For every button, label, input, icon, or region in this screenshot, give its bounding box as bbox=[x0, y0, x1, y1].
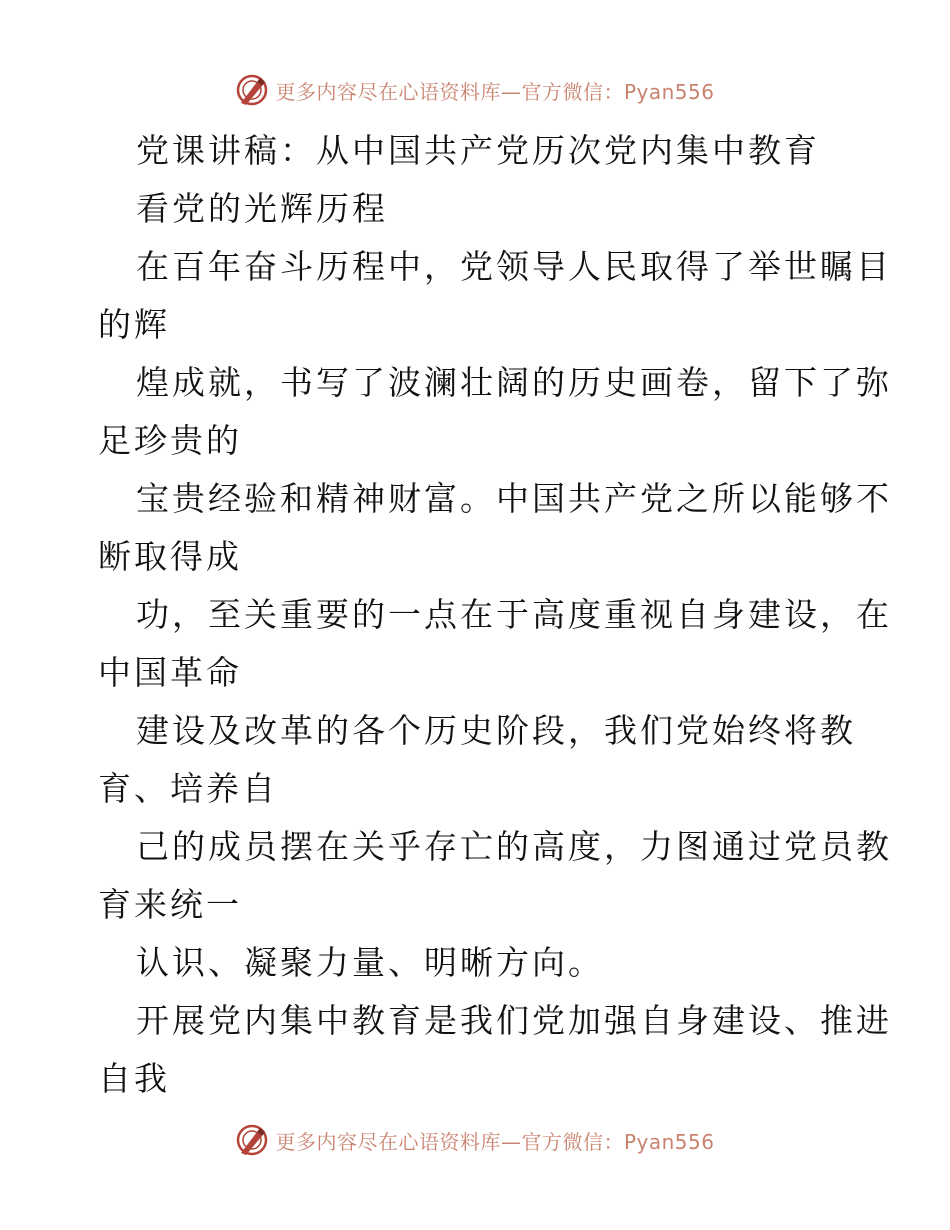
text-line: 党课讲稿：从中国共产党历次党内集中教育 bbox=[136, 131, 820, 170]
text-line: 断取得成 bbox=[98, 537, 242, 576]
text-line: 育来统一 bbox=[98, 885, 242, 924]
footer-watermark bbox=[0, 1120, 950, 1160]
pen-logo-icon bbox=[235, 1123, 269, 1157]
text-line: 认识、凝聚力量、明晰方向。 bbox=[136, 943, 604, 982]
watermark-text: 更多内容尽在心语资料库—官方微信：Pyan556 bbox=[275, 1129, 715, 1154]
pen-logo-icon bbox=[235, 73, 269, 107]
text-line: 育、培养自 bbox=[98, 769, 278, 808]
document-body bbox=[98, 122, 892, 1108]
header-watermark bbox=[0, 70, 950, 110]
text-line: 的辉 bbox=[98, 305, 170, 344]
text-line: 足珍贵的 bbox=[98, 421, 242, 460]
text-line: 看党的光辉历程 bbox=[136, 189, 388, 228]
text-line: 建设及改革的各个历史阶段，我们党始终将教 bbox=[136, 711, 856, 750]
watermark-text: 更多内容尽在心语资料库—官方微信：Pyan556 bbox=[275, 79, 715, 104]
text-line: 中国革命 bbox=[98, 653, 242, 692]
text-line: 开展党内集中教育是我们党加强自身建设、推进 bbox=[136, 1001, 892, 1040]
text-line: 在百年奋斗历程中，党领导人民取得了举世瞩目 bbox=[136, 247, 892, 286]
text-line: 宝贵经验和精神财富。中国共产党之所以能够不 bbox=[136, 479, 892, 518]
text-line: 功，至关重要的一点在于高度重视自身建设，在 bbox=[136, 595, 892, 634]
text-line: 煌成就，书写了波澜壮阔的历史画卷，留下了弥 bbox=[136, 363, 892, 402]
text-line: 己的成员摆在关乎存亡的高度，力图通过党员教 bbox=[136, 827, 892, 866]
text-line: 自我 bbox=[98, 1059, 170, 1098]
